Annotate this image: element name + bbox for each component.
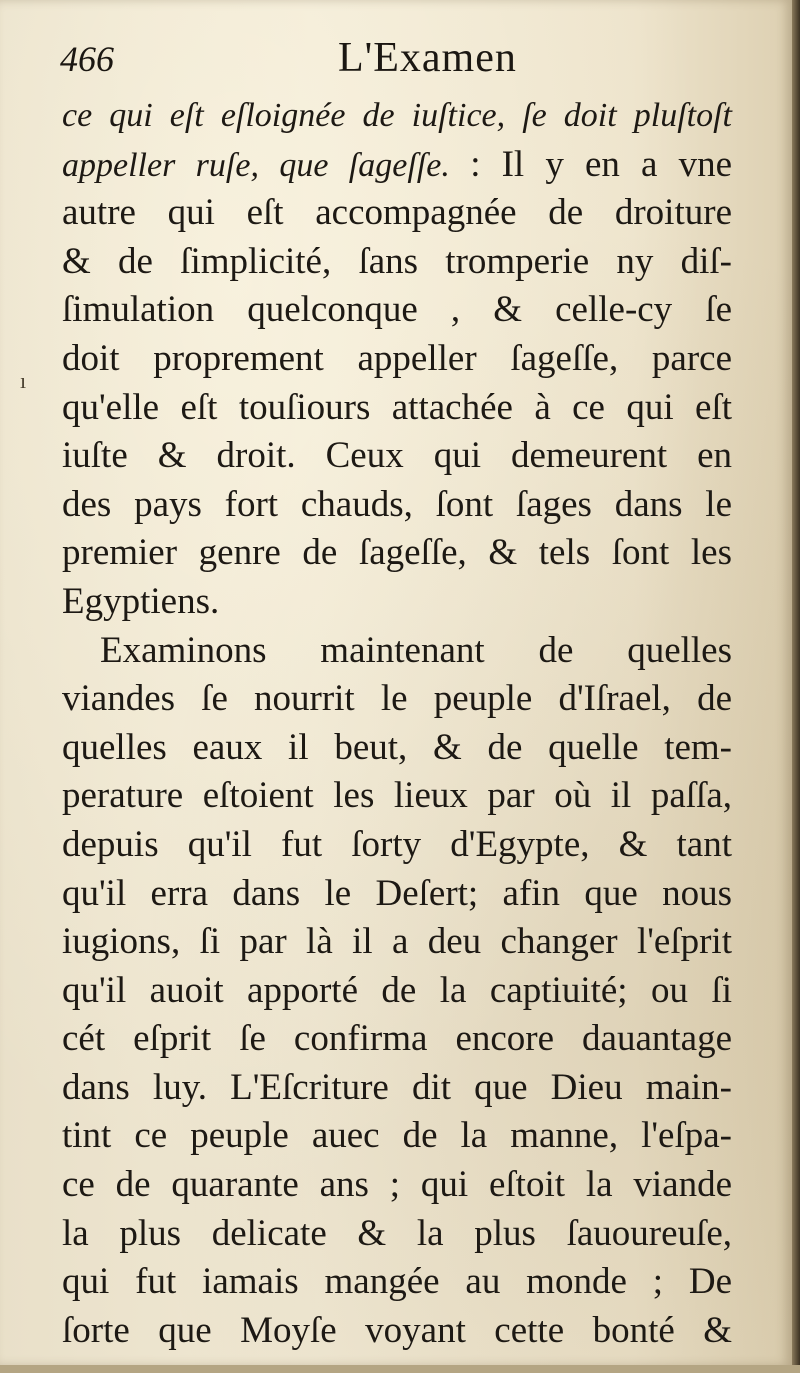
text-line: ſorte que Moyſe voyant cette bonté & [62, 1309, 732, 1351]
text-line: ce de quarante ans ; qui eſtoit la viande [62, 1164, 732, 1206]
paragraph-start-line: Examinons maintenant de quelles [100, 629, 732, 671]
text-line: ſimulation quelconque , & celle-cy ſe [62, 289, 732, 331]
text-line: qu'il auoit apporté de la captiuité; ou ſi [62, 969, 732, 1011]
text-line: premier genre de ſageſſe, & tels ſont les [62, 532, 732, 574]
text-line: qui fut iamais mangée au monde ; De [62, 1261, 732, 1303]
text-line: iuſte & droit. Ceux qui demeurent en [62, 435, 732, 477]
text-line: doit proprement appeller ſageſſe, parce [62, 337, 732, 379]
text-line: la plus delicate & la plus ſauoureuſe, [62, 1212, 732, 1254]
page-edge-shadow [792, 0, 800, 1373]
text-line: iugions, ſi par là il a deu changer l'eſprit [62, 921, 732, 963]
page-number: 466 [60, 39, 114, 79]
text-line: tint ce peuple auec de la manne, l'eſpa- [62, 1115, 732, 1157]
text-line: perature eſtoient les lieux par où il paſſa, [62, 775, 732, 817]
text-line: appeller ruſe, que ſageſſe. : Il y en a vne [62, 143, 732, 185]
text-line: qu'elle eſt touſiours attachée à ce qui eſt [62, 386, 732, 428]
text-line: des pays fort chauds, ſont ſages dans le [62, 483, 732, 525]
margin-mark: ı [20, 368, 27, 393]
text-line: quelles eaux il beut, & de quelle tem- [62, 726, 732, 768]
text-line: cét eſprit ſe confirma encore dauantage [62, 1018, 732, 1060]
body-text [62, 92, 732, 1355]
text-line: & de ſimplicité, ſans tromperie ny diſ- [62, 240, 732, 282]
text-line: ce qui eſt eſloignée de iuſtice, ſe doit pluſtoſt [62, 97, 732, 134]
page-bottom-shadow [0, 1365, 800, 1373]
page-header [60, 34, 740, 84]
text-line: Egyptiens. [62, 580, 220, 622]
text-line: autre qui eſt accompagnée de droiture [62, 192, 732, 234]
text-line: viandes ſe nourrit le peuple d'Iſrael, de [62, 678, 732, 720]
text-line: qu'il erra dans le Deſert; afin que nous [62, 872, 732, 914]
text-line: depuis qu'il fut ſorty d'Egypte, & tant [62, 823, 732, 865]
running-head: L'Examen [338, 35, 517, 81]
text-line: dans luy. L'Eſcriture dit que Dieu main- [62, 1066, 732, 1108]
